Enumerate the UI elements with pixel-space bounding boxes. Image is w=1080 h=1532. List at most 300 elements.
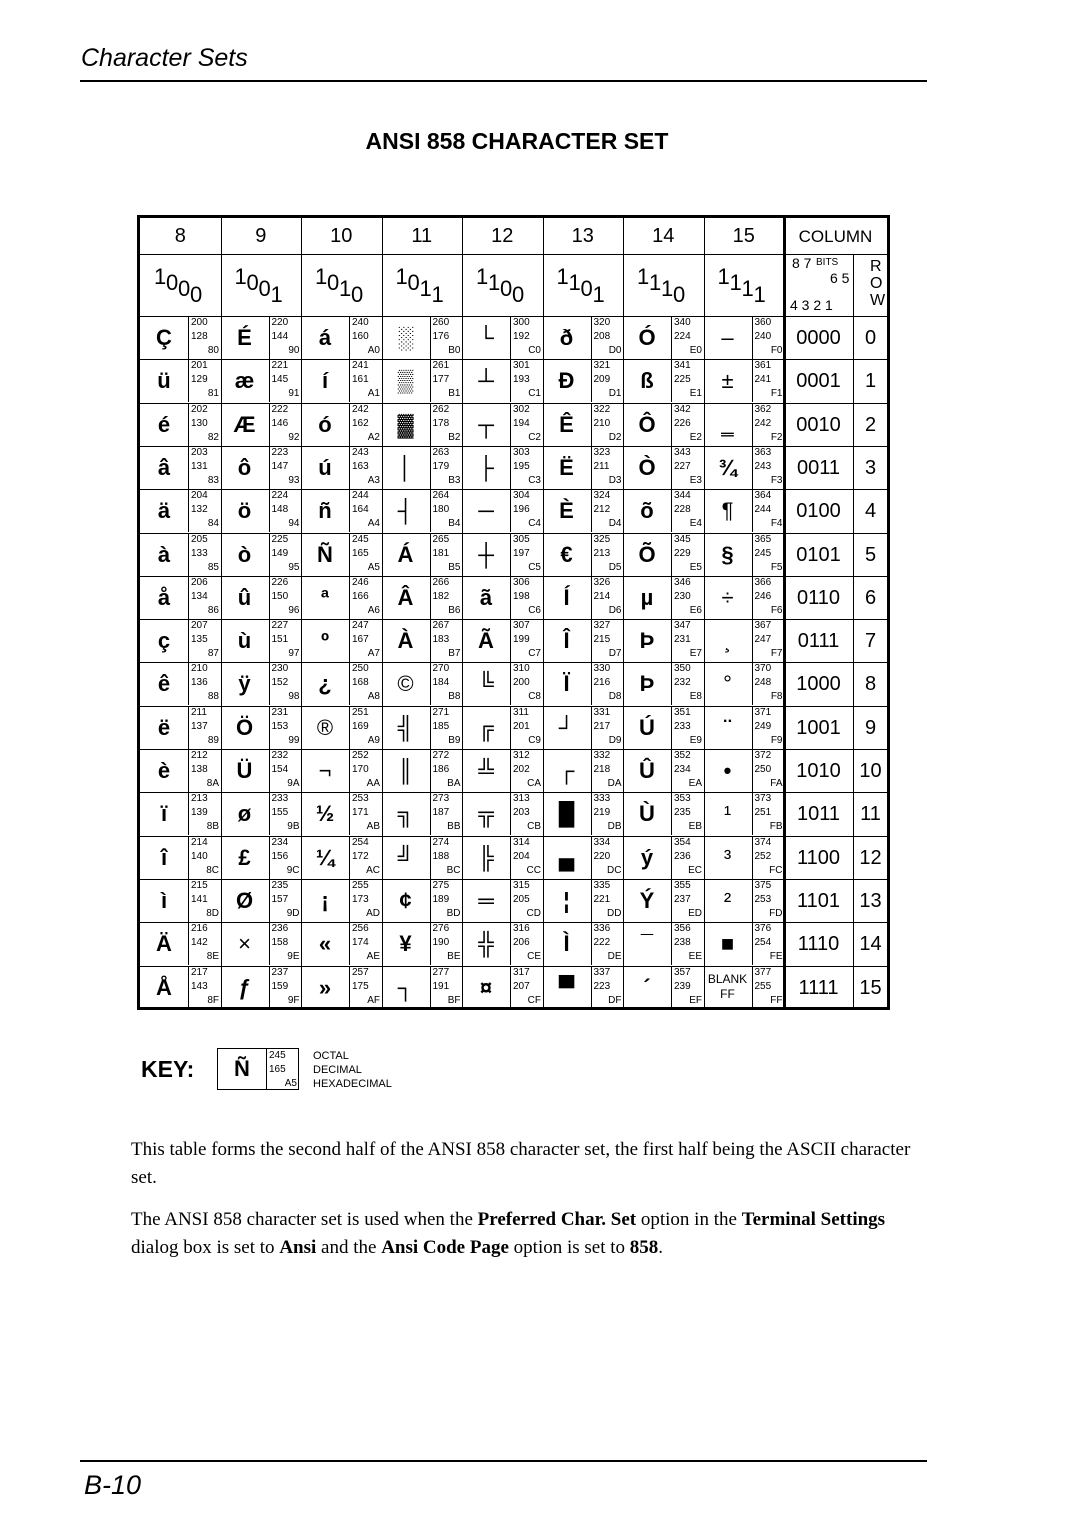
char-codes [671, 446, 704, 489]
char-codes [269, 489, 302, 532]
char-cell [301, 489, 382, 532]
hex-code: E8 [689, 691, 702, 703]
decimal-code: 150 [271, 590, 289, 602]
character-glyph: Ò [638, 454, 656, 480]
character-glyph: █ [558, 801, 575, 827]
decimal-code: 254 [754, 937, 772, 949]
hex-code: F7 [770, 648, 783, 660]
char-cell [623, 792, 704, 835]
hex-code: F2 [770, 431, 783, 443]
character-glyph: ù [237, 628, 252, 654]
octal-code: 343 [674, 446, 691, 458]
decimal-code: 178 [432, 417, 450, 429]
char-cell [382, 359, 463, 402]
hex-code: DB [607, 821, 622, 833]
char-codes [430, 792, 463, 835]
character-glyph: ┘ [558, 714, 575, 740]
character-glyph: ú [318, 454, 332, 480]
hex-code: FD [769, 907, 783, 919]
decimal-code: 185 [432, 720, 450, 732]
hex-code: F0 [770, 345, 783, 356]
char-codes [671, 662, 704, 705]
hex-code: A1 [367, 388, 380, 400]
hex-code: 92 [288, 431, 300, 443]
octal-code: 352 [674, 750, 691, 761]
decimal-code: 249 [754, 720, 772, 732]
char-cell [543, 662, 624, 705]
octal-code: 262 [432, 403, 450, 415]
octal-code: 334 [593, 836, 611, 848]
character-glyph: Ø [235, 887, 254, 913]
key-decimal: 165 [269, 1064, 286, 1075]
hex-code: A6 [367, 604, 380, 616]
char-codes [349, 749, 382, 792]
character-glyph: Â [397, 584, 414, 610]
decimal-code: 183 [432, 634, 450, 646]
octal-code: 207 [191, 620, 208, 632]
row-word-letter: O [870, 275, 883, 292]
row-number: 12 [859, 846, 882, 869]
bit-digit: 1 [592, 282, 605, 307]
character-glyph: ╠ [478, 844, 494, 870]
hex-code: DC [607, 864, 622, 876]
char-cell [623, 359, 704, 402]
decimal-code: 168 [352, 677, 369, 689]
character-glyph: ▒ [397, 368, 414, 394]
char-cell [140, 359, 221, 402]
hex-code: C9 [528, 734, 541, 746]
hex-code: C6 [528, 604, 541, 616]
decimal-code: 138 [191, 764, 208, 775]
char-codes [591, 619, 624, 662]
decimal-code: 160 [352, 331, 369, 342]
char-codes [188, 359, 221, 402]
character-glyph: Þ [639, 671, 655, 697]
char-codes [430, 836, 463, 879]
hex-code: 80 [207, 345, 219, 356]
column-number: 13 [571, 225, 594, 247]
char-cell [704, 576, 785, 619]
column-bits [221, 254, 302, 316]
character-glyph: ¨ [723, 714, 732, 740]
paragraph-usage [131, 1206, 931, 1262]
hex-code: AB [366, 821, 380, 833]
hex-code: D6 [608, 604, 622, 616]
row-number: 14 [859, 933, 882, 956]
column-bits [543, 254, 624, 316]
char-codes [430, 359, 463, 402]
hex-code: D8 [608, 691, 622, 703]
char-cell [221, 966, 302, 1009]
char-codes [269, 403, 302, 446]
hex-code: DD [607, 907, 622, 919]
hex-code: 96 [288, 604, 300, 616]
char-codes [671, 316, 704, 359]
octal-code: 264 [432, 490, 450, 502]
bit-digit: 1 [488, 270, 501, 295]
p2-bold-858: 858 [629, 1237, 659, 1258]
octal-code: 326 [593, 576, 611, 588]
char-cell [623, 316, 704, 359]
char-cell [462, 359, 543, 402]
octal-code: 335 [593, 879, 611, 891]
octal-code: 206 [191, 576, 208, 588]
bit-digit: 0 [327, 270, 340, 295]
octal-code: 243 [352, 446, 369, 458]
char-codes [591, 706, 624, 749]
character-glyph: ê [157, 671, 171, 697]
row-binary: 0011 [796, 456, 840, 479]
octal-code: 327 [593, 620, 611, 632]
character-glyph: ï [160, 801, 168, 827]
bit-digit: 0 [351, 282, 364, 307]
octal-code: 220 [271, 317, 289, 328]
hex-code: CD [526, 907, 541, 919]
character-glyph: ó [318, 411, 332, 437]
octal-code: 210 [191, 663, 208, 675]
char-cell [382, 446, 463, 489]
octal-code: 267 [432, 620, 450, 632]
char-cell [543, 836, 624, 879]
char-cell [382, 749, 463, 792]
key-legend [313, 1049, 392, 1091]
octal-code: 331 [593, 706, 611, 718]
hex-code: ED [688, 907, 702, 919]
char-cell [623, 619, 704, 662]
octal-code: 236 [271, 923, 289, 935]
character-glyph: é [157, 411, 171, 437]
char-codes [430, 749, 463, 792]
decimal-code: 210 [593, 417, 611, 429]
char-codes [269, 533, 302, 576]
decimal-code: 191 [432, 980, 450, 992]
char-cell [301, 533, 382, 576]
char-codes [671, 489, 704, 532]
character-glyph: ³ [723, 844, 732, 870]
character-glyph: ║ [397, 758, 414, 783]
character-glyph: ▓ [397, 411, 414, 437]
octal-code: 244 [352, 490, 369, 502]
char-codes [591, 576, 624, 619]
character-glyph: © [397, 671, 414, 697]
character-glyph: õ [640, 498, 654, 524]
row-number: 2 [864, 413, 877, 436]
hex-code: D5 [608, 561, 622, 573]
hex-code: 9C [286, 864, 300, 876]
decimal-code: 193 [513, 374, 530, 386]
decimal-code: 239 [674, 980, 691, 992]
decimal-code: 164 [352, 504, 369, 516]
octal-code: 272 [432, 750, 450, 761]
char-cell [462, 966, 543, 1009]
char-codes [671, 576, 704, 619]
hex-code: BC [446, 864, 461, 876]
char-cell [382, 706, 463, 749]
char-cell [704, 706, 785, 749]
octal-code: 306 [513, 576, 530, 588]
char-cell [462, 576, 543, 619]
bit-digit: 1 [315, 264, 328, 289]
char-codes [349, 792, 382, 835]
character-glyph: BLANK FF [704, 966, 752, 1009]
bit-digit: 0 [166, 270, 179, 295]
char-codes [510, 403, 543, 446]
char-cell [382, 792, 463, 835]
decimal-code: 163 [352, 460, 369, 472]
octal-code: 241 [352, 360, 369, 372]
octal-code: 372 [754, 750, 772, 761]
char-codes [188, 662, 221, 705]
char-codes [269, 662, 302, 705]
char-codes [591, 836, 624, 879]
hex-code: DF [608, 994, 622, 1006]
hex-code: F5 [770, 561, 783, 573]
octal-code: 263 [432, 446, 450, 458]
character-glyph: ð [559, 325, 574, 350]
decimal-code: 208 [593, 331, 611, 342]
octal-code: 353 [674, 793, 691, 805]
hex-code: B1 [448, 388, 461, 400]
bit-digit: 0 [673, 282, 686, 307]
char-codes [188, 879, 221, 922]
char-cell [462, 489, 543, 532]
decimal-code: 158 [271, 937, 289, 949]
key-octal: 245 [269, 1050, 286, 1061]
octal-code: 342 [674, 403, 691, 415]
bit-digit: 0 [190, 282, 203, 307]
octal-code: 235 [271, 879, 289, 891]
char-codes [269, 706, 302, 749]
char-codes [188, 316, 221, 359]
char-codes [269, 966, 302, 1009]
octal-code: 361 [754, 360, 772, 372]
octal-code: 341 [674, 360, 691, 372]
character-glyph: ø [237, 801, 252, 827]
character-glyph: Ç [156, 325, 172, 350]
octal-code: 377 [754, 966, 772, 978]
octal-code: 304 [513, 490, 530, 502]
char-codes [752, 576, 785, 619]
decimal-code: 234 [674, 764, 691, 775]
character-glyph: ° [723, 671, 732, 697]
char-cell [301, 403, 382, 446]
column-number: 12 [491, 225, 514, 247]
octal-code: 350 [674, 663, 691, 675]
char-codes [591, 533, 624, 576]
character-glyph: ¼ [315, 844, 335, 870]
char-codes [671, 706, 704, 749]
character-glyph: ═ [478, 887, 494, 913]
octal-code: 225 [271, 533, 289, 545]
character-glyph: ├ [478, 454, 494, 480]
hex-code: B6 [448, 604, 461, 616]
hex-code: B4 [448, 518, 461, 530]
hex-code: B0 [448, 345, 461, 356]
octal-code: 305 [513, 533, 530, 545]
decimal-code: 144 [271, 331, 289, 342]
octal-code: 317 [513, 966, 530, 978]
bit-digit: 1 [270, 282, 283, 307]
bit-digit: 1 [568, 270, 581, 295]
char-cell [301, 792, 382, 835]
char-cell [301, 446, 382, 489]
decimal-code: 132 [191, 504, 208, 516]
column-bits [704, 254, 785, 316]
hex-code: A9 [367, 734, 380, 746]
column-bits [301, 254, 382, 316]
char-cell [382, 533, 463, 576]
hex-code: D7 [608, 648, 622, 660]
hex-code: 83 [207, 474, 219, 486]
hex-code: EF [689, 994, 702, 1006]
p2-text-4: and the [316, 1237, 382, 1258]
decimal-code: 200 [513, 677, 530, 689]
bit-digit: 0 [407, 270, 420, 295]
decimal-code: 204 [513, 850, 530, 862]
octal-code: 345 [674, 533, 691, 545]
hex-code: EE [688, 951, 702, 963]
character-glyph: ╦ [478, 801, 494, 827]
bit-digit: 0 [580, 276, 593, 301]
char-cell [704, 619, 785, 662]
octal-code: 357 [674, 966, 691, 978]
char-codes [510, 836, 543, 879]
char-cell [301, 922, 382, 965]
char-codes [430, 706, 463, 749]
char-codes [349, 619, 382, 662]
bit-digit: 1 [637, 264, 650, 289]
character-glyph: Í [563, 584, 570, 610]
character-glyph: Ä [156, 931, 172, 957]
char-codes [188, 836, 221, 879]
char-codes [349, 879, 382, 922]
hex-code: C8 [528, 691, 541, 703]
octal-code: 237 [271, 966, 289, 978]
character-glyph: Ê [559, 411, 574, 437]
char-cell [623, 662, 704, 705]
char-cell [301, 359, 382, 402]
octal-code: 322 [593, 403, 611, 415]
header-rule [80, 80, 927, 82]
char-cell [301, 836, 382, 879]
row-number: 1 [864, 370, 877, 393]
character-glyph: Ï [563, 671, 570, 697]
char-cell [543, 359, 624, 402]
char-cell [140, 879, 221, 922]
character-glyph: » [318, 974, 332, 1000]
char-codes [591, 922, 624, 965]
char-cell [462, 706, 543, 749]
decimal-code: 211 [593, 460, 610, 472]
octal-code: 227 [271, 620, 289, 632]
p2-text-1: The ANSI 858 character set is used when the [131, 1209, 478, 1230]
char-codes [510, 706, 543, 749]
column-number: 9 [255, 225, 267, 247]
row-binary: 0010 [796, 413, 841, 436]
hex-code: 87 [207, 648, 219, 660]
hex-code: E6 [689, 604, 702, 616]
bit-digit: 0 [500, 276, 513, 301]
character-glyph: À [397, 628, 414, 654]
char-cell [543, 446, 624, 489]
row-number: 13 [859, 889, 882, 912]
row-binary: 0100 [796, 500, 841, 523]
key-hex: A5 [284, 1078, 297, 1089]
character-table [137, 215, 890, 1010]
row-binary: 1111 [798, 976, 839, 999]
bit-digit: 1 [649, 270, 662, 295]
char-cell [623, 922, 704, 965]
char-codes [349, 359, 382, 402]
char-codes [349, 316, 382, 359]
octal-code: 303 [513, 446, 530, 458]
char-codes [591, 966, 624, 1009]
char-cell [140, 446, 221, 489]
character-glyph: Õ [638, 541, 656, 567]
char-codes [671, 922, 704, 965]
character-glyph: ¿ [318, 671, 332, 697]
char-codes [591, 359, 624, 402]
decimal-code: 217 [593, 720, 611, 732]
char-cell [221, 316, 302, 359]
char-codes [269, 922, 302, 965]
character-glyph: Þ [639, 628, 655, 654]
bit-digit: 1 [154, 264, 167, 289]
hex-code: EB [688, 821, 702, 833]
char-codes [269, 316, 302, 359]
char-codes [269, 879, 302, 922]
char-cell [543, 922, 624, 965]
char-codes [752, 619, 785, 662]
footer-rule [80, 1460, 927, 1462]
octal-code: 274 [432, 836, 450, 848]
char-codes [349, 836, 382, 879]
decimal-code: 226 [674, 417, 691, 429]
hex-code: 81 [207, 388, 219, 400]
octal-code: 215 [191, 879, 208, 891]
character-glyph: € [560, 541, 573, 567]
char-cell [704, 792, 785, 835]
octal-code: 363 [754, 446, 772, 458]
octal-code: 257 [352, 966, 369, 978]
octal-code: 212 [191, 750, 208, 761]
column-number: 10 [330, 225, 353, 247]
hex-code: 99 [288, 734, 300, 746]
character-glyph: ì [160, 887, 168, 913]
decimal-code: 198 [513, 590, 530, 602]
decimal-code: 248 [754, 677, 772, 689]
hex-code: 8A [206, 778, 219, 789]
decimal-code: 225 [674, 374, 691, 386]
column-bits [382, 254, 463, 316]
character-glyph: æ [234, 368, 255, 394]
decimal-code: 245 [754, 547, 772, 559]
decimal-code: 202 [513, 764, 530, 775]
hex-code: 9B [287, 821, 300, 833]
char-codes [430, 966, 463, 1009]
bit-digit: 0 [512, 282, 525, 307]
character-glyph: û [237, 584, 252, 610]
char-codes [430, 662, 463, 705]
character-glyph: ╣ [397, 714, 414, 740]
octal-code: 217 [191, 966, 208, 978]
octal-code: 240 [352, 317, 369, 328]
decimal-code: 240 [754, 331, 772, 342]
hex-code: E4 [689, 518, 702, 530]
character-glyph: ¹ [723, 801, 732, 827]
char-cell [140, 749, 221, 792]
char-cell [140, 836, 221, 879]
